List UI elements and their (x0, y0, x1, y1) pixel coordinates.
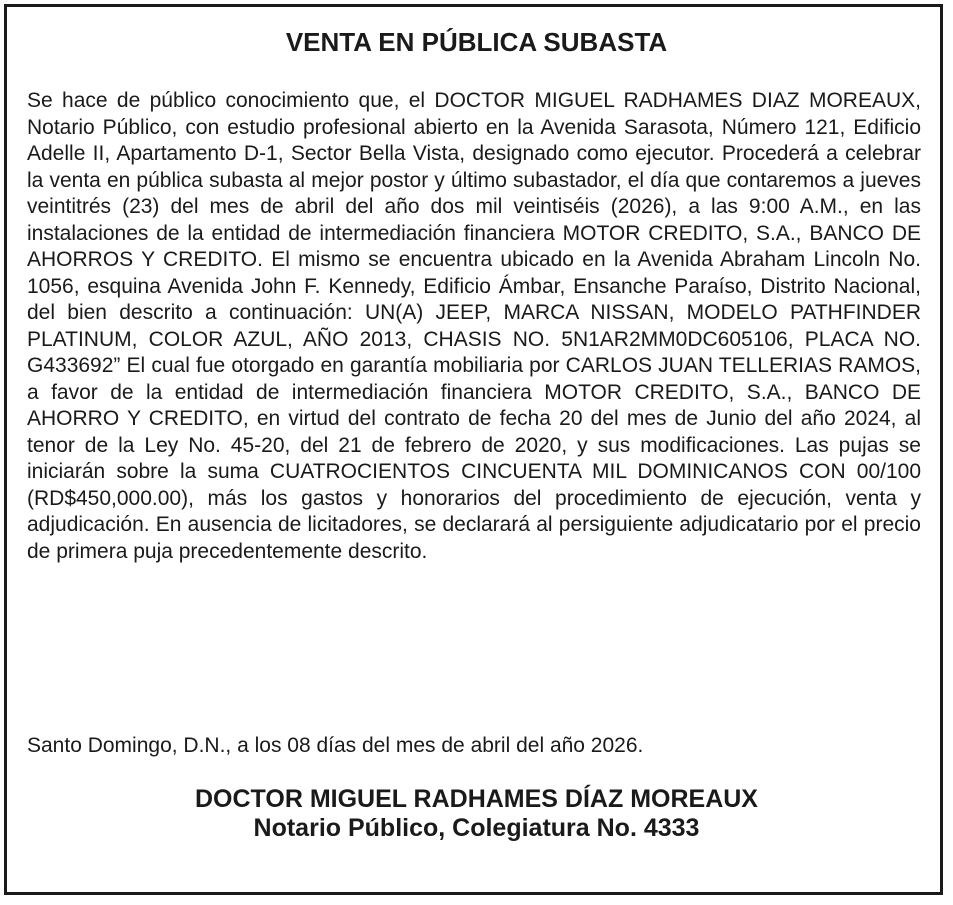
signatory-name: DOCTOR MIGUEL RADHAMES DÍAZ MOREAUX (195, 785, 758, 813)
notice-body: Se hace de público conocimiento que, el DOCTOR MIGUEL RADHAMES DIAZ MOREAUX, Notario Público, con estudio profesional abierto en la Avenida Sarasota, Número 121, Edificio Adelle II, Apartamento D-1, Sector Bella Vista, designado como ejecutor. Procederá a celebrar la venta en pública subasta al mejor postor y último subastador, el día que contaremos a jueves veintitrés (23) del mes de abril del año dos mil veintiséis (2026), a las 9:00 A.M., en las instalaciones de la entidad de intermediación financiera MOTOR CREDITO, S.A., BANCO DE AHORROS Y CREDITO. El mismo se encuentra ubicado en la Avenida Abraham Lincoln No. 1056, esquina Avenida John F. Kennedy, Edificio Ámbar, Ensanche Paraíso, Distrito Nacional, del bien descrito a continuación: UN(A) JEEP, MARCA NISSAN, MODELO PATHFINDER PLATINUM, COLOR AZUL, AÑO 2013, CHASIS NO. 5N1AR2MM0DC605106, PLACA NO. G433692” El cual fue otorgado en garantía mobiliaria por CARLOS JUAN TELLERIAS RAMOS, a favor de la entidad de intermediación financiera MOTOR CREDITO, S.A., BANCO DE AHORRO Y CREDITO, en virtud del contrato de fecha 20 del mes de Junio del año 2024, al tenor de la Ley No. 45-20, del 21 de febrero de 2020, y sus modificaciones. Las pujas se iniciarán sobre la suma CUATROCIENTOS CINCUENTA MIL DOMINICANOS CON 00/100 (RD$450,000.00), más los gastos y honorarios del procedimiento de ejecución, venta y adjudicación. En ausencia de licitadores, se declarará al persiguiente adjudicatario por el precio de primera puja precedentemente descrito. (27, 89, 921, 563)
signatory-title: Notario Público, Colegiatura No. 4333 (253, 814, 700, 842)
notice-date-line: Santo Domingo, D.N., a los 08 días del mes de abril del año 2026. (27, 734, 644, 757)
notice-title: VENTA EN PÚBLICA SUBASTA (285, 27, 668, 57)
